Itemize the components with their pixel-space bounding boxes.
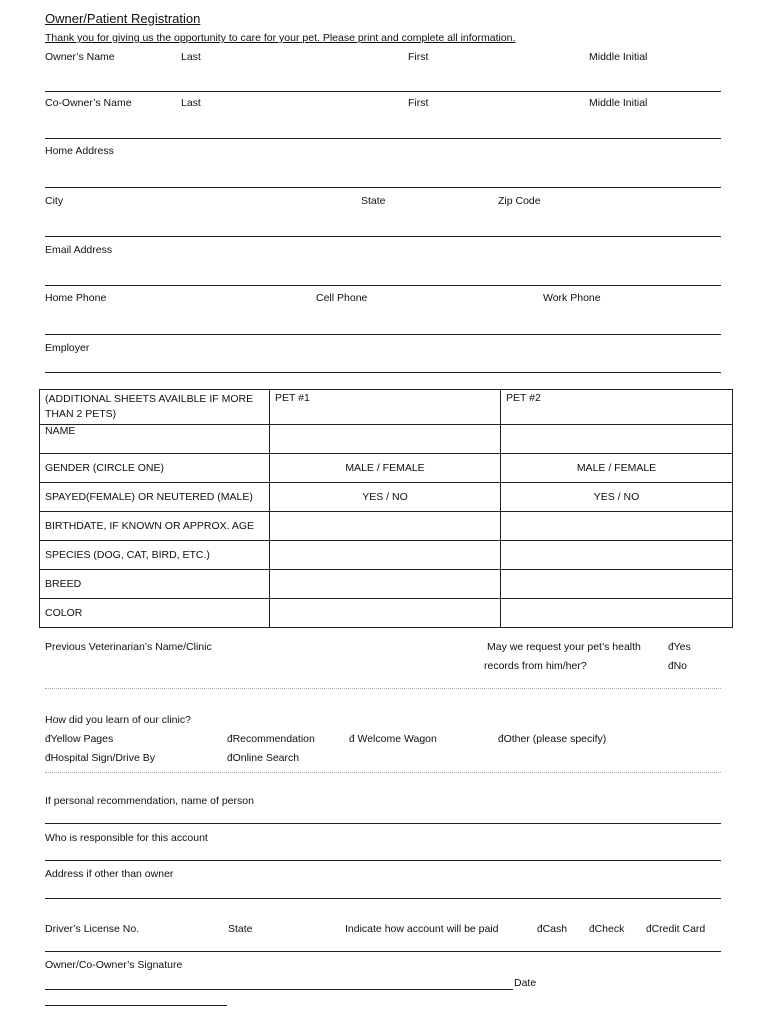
previous-vet-label: Previous Veterinarian’s Name/Clinic xyxy=(45,641,212,653)
checkbox-icon[interactable]: đ xyxy=(668,642,674,653)
records-yes-option[interactable] xyxy=(668,641,691,653)
pet2-birthdate-cell[interactable] xyxy=(501,512,733,541)
checkbox-icon[interactable]: đ xyxy=(227,734,233,745)
table-row xyxy=(40,599,733,628)
payment-cash[interactable] xyxy=(537,923,567,935)
pet2-breed-cell[interactable] xyxy=(501,570,733,599)
pet2-species-cell[interactable] xyxy=(501,541,733,570)
table-row xyxy=(40,454,733,483)
pet1-gender-cell[interactable]: MALE / FEMALE xyxy=(270,454,501,483)
email-label: Email Address xyxy=(45,244,113,256)
table-row xyxy=(40,512,733,541)
referral-online-search[interactable] xyxy=(227,752,299,764)
date-label: Date xyxy=(514,977,537,989)
checkbox-icon[interactable]: đ xyxy=(646,924,652,935)
pet1-header: PET #1 xyxy=(270,390,501,425)
payment-label: Indicate how account will be paid xyxy=(345,923,499,935)
owner-name-label: Owner’s Name xyxy=(45,51,115,63)
city-state-zip-field[interactable] xyxy=(45,236,721,237)
row-label-color: COLOR xyxy=(40,599,270,628)
license-field[interactable] xyxy=(45,951,721,952)
pet1-name-cell[interactable] xyxy=(270,425,501,454)
referral-question: How did you learn of our clinic? xyxy=(45,714,191,726)
payment-credit[interactable] xyxy=(646,923,705,935)
pet1-species-cell[interactable] xyxy=(270,541,501,570)
option-label: Hospital Sign/Drive By xyxy=(50,752,156,764)
records-request-label-1: May we request your pet’s health xyxy=(487,641,641,653)
email-field[interactable] xyxy=(45,285,721,286)
responsible-label: Who is responsible for this account xyxy=(45,832,208,844)
divider xyxy=(45,688,721,689)
work-phone-label: Work Phone xyxy=(543,292,601,304)
row-label-spayed: SPAYED(FEMALE) OR NEUTERED (MALE) xyxy=(40,483,270,512)
owner-name-field[interactable] xyxy=(45,91,721,92)
owner-last-label: Last xyxy=(181,51,201,63)
pet1-breed-cell[interactable] xyxy=(270,570,501,599)
form-title: Owner/Patient Registration xyxy=(45,11,201,26)
address-other-field[interactable] xyxy=(45,898,721,899)
form-subtitle: Thank you for giving us the opportunity to care for your pet. Please print and complete all information. xyxy=(45,32,516,44)
pets-table-header-row xyxy=(40,390,733,425)
checkbox-icon[interactable]: đ xyxy=(498,734,504,745)
pet2-gender-cell[interactable]: MALE / FEMALE xyxy=(501,454,733,483)
option-label: Online Search xyxy=(232,752,300,764)
divider xyxy=(45,772,721,773)
signature-field[interactable] xyxy=(45,989,513,990)
date-field[interactable] xyxy=(45,1005,227,1006)
city-label: City xyxy=(45,195,64,207)
row-label-birthdate: BIRTHDATE, IF KNOWN OR APPROX. AGE xyxy=(40,512,270,541)
checkbox-icon[interactable]: đ xyxy=(668,661,674,672)
option-label: Credit Card xyxy=(651,923,706,935)
records-no-option[interactable] xyxy=(668,660,687,672)
pets-table xyxy=(39,389,733,628)
employer-label: Employer xyxy=(45,342,90,354)
pet2-color-cell[interactable] xyxy=(501,599,733,628)
responsible-field[interactable] xyxy=(45,860,721,861)
payment-check[interactable] xyxy=(589,923,624,935)
coowner-mi-label: Middle Initial xyxy=(589,97,648,109)
checkbox-icon[interactable]: đ xyxy=(349,734,355,745)
option-label: Cash xyxy=(542,923,568,935)
recommendation-name-label: If personal recommendation, name of person xyxy=(45,795,254,807)
owner-mi-label: Middle Initial xyxy=(589,51,648,63)
pet2-spayed-cell[interactable]: YES / NO xyxy=(501,483,733,512)
coowner-name-field[interactable] xyxy=(45,138,721,139)
records-no-label: No xyxy=(673,660,687,672)
recommendation-name-field[interactable] xyxy=(45,823,721,824)
row-label-gender: GENDER (CIRCLE ONE) xyxy=(40,454,270,483)
row-label-breed: BREED xyxy=(40,570,270,599)
address-other-label: Address if other than owner xyxy=(45,868,174,880)
employer-field[interactable] xyxy=(45,372,721,373)
referral-recommendation[interactable] xyxy=(227,733,315,745)
records-yes-label: Yes xyxy=(673,641,691,653)
pet1-color-cell[interactable] xyxy=(270,599,501,628)
pet2-header: PET #2 xyxy=(501,390,733,425)
home-address-field[interactable] xyxy=(45,187,721,188)
drivers-license-label: Driver’s License No. xyxy=(45,923,140,935)
coowner-first-label: First xyxy=(408,97,429,109)
option-label: Yellow Pages xyxy=(50,733,114,745)
option-label: Recommendation xyxy=(232,733,315,745)
state-label: State xyxy=(361,195,386,207)
phones-field[interactable] xyxy=(45,334,721,335)
checkbox-icon[interactable]: đ xyxy=(589,924,595,935)
pet1-birthdate-cell[interactable] xyxy=(270,512,501,541)
row-label-species: SPECIES (DOG, CAT, BIRD, ETC.) xyxy=(40,541,270,570)
checkbox-icon[interactable]: đ xyxy=(45,734,51,745)
cell-phone-label: Cell Phone xyxy=(316,292,368,304)
pet1-spayed-cell[interactable]: YES / NO xyxy=(270,483,501,512)
option-label: Check xyxy=(594,923,625,935)
table-row xyxy=(40,425,733,454)
zip-label: Zip Code xyxy=(498,195,541,207)
option-label: Other (please specify) xyxy=(503,733,607,745)
table-row xyxy=(40,483,733,512)
table-row xyxy=(40,541,733,570)
referral-other[interactable] xyxy=(498,733,606,745)
coowner-name-label: Co-Owner’s Name xyxy=(45,97,132,109)
pets-table-note: (ADDITIONAL SHEETS AVAILBLE IF MORE THAN 2 PETS) xyxy=(40,390,270,425)
signature-label: Owner/Co-Owner’s Signature xyxy=(45,959,183,971)
table-row xyxy=(40,570,733,599)
coowner-last-label: Last xyxy=(181,97,201,109)
records-request-label-2: records from him/her? xyxy=(484,660,587,672)
license-state-label: State xyxy=(228,923,253,935)
home-phone-label: Home Phone xyxy=(45,292,107,304)
home-address-label: Home Address xyxy=(45,145,114,157)
option-label: Welcome Wagon xyxy=(354,733,437,745)
pet2-name-cell[interactable] xyxy=(501,425,733,454)
referral-yellow-pages[interactable] xyxy=(45,733,113,745)
referral-hospital-sign[interactable] xyxy=(45,752,155,764)
checkbox-icon[interactable]: đ xyxy=(45,753,51,764)
owner-first-label: First xyxy=(408,51,429,63)
checkbox-icon[interactable]: đ xyxy=(227,753,233,764)
checkbox-icon[interactable]: đ xyxy=(537,924,543,935)
referral-welcome-wagon[interactable] xyxy=(349,733,437,745)
row-label-name: NAME xyxy=(40,425,270,454)
